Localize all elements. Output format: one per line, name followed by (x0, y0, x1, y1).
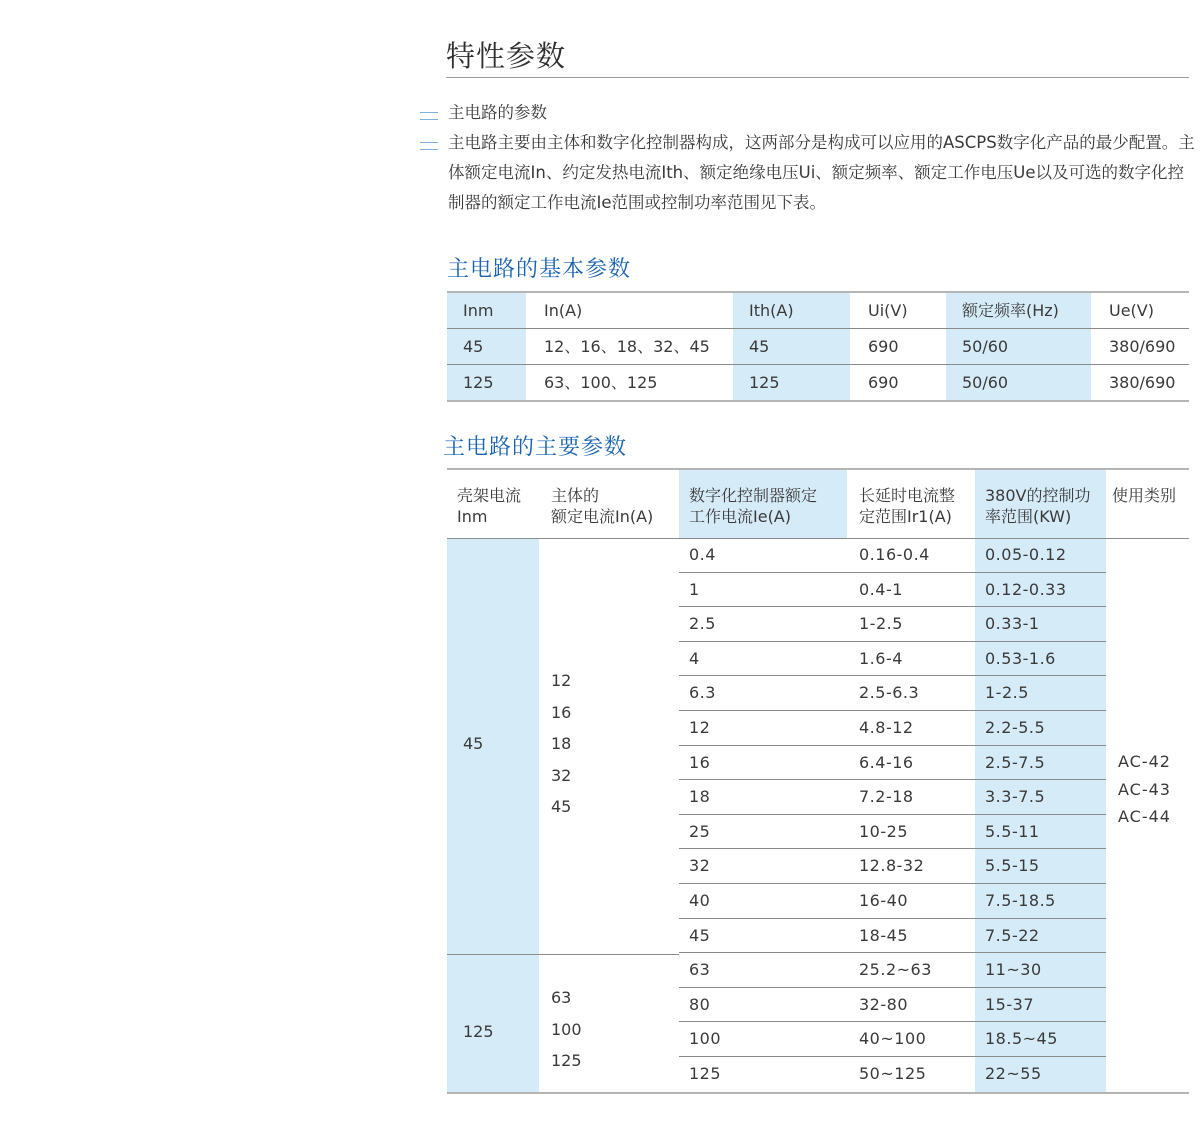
table-cell: 2.5-7.5 (985, 752, 1046, 772)
table-cell: 40 (689, 890, 711, 910)
paragraph-text: 主电路主要由主体和数字化控制器构成，这两部分是构成可以应用的ASCPS数字化产品的最少配置。主体额定电流In、约定发热电流Ith、额定绝缘电压Ui、额定频率、额定工作电压Ue以及可选的数字化控制器的额定工作电流Ie范围或控制功率范围见下表。 (448, 133, 1195, 212)
table-cell: 5.5-11 (985, 821, 1040, 841)
frame-value: 45 (463, 734, 484, 753)
table-cell: 45 (689, 925, 711, 945)
main-params-title: 主电路的主要参数 (443, 435, 628, 460)
list-item: 16 (551, 702, 572, 722)
header-delay-range: 长延时电流整 定范围Ir1(A) (859, 486, 956, 526)
list-item: 12 (551, 671, 572, 690)
table-cell: 0.33-1 (985, 614, 1040, 634)
table-cell: 6.4-16 (859, 752, 914, 772)
table-row (679, 538, 1106, 573)
table-cell: 2.5 (689, 614, 716, 634)
table-row (679, 642, 1106, 677)
header-cell: Ui(V) (868, 301, 908, 320)
table-cell: 63 (689, 960, 711, 980)
basic-params-table (447, 291, 1189, 402)
table-cell: 32 (689, 856, 711, 876)
header-cell: Ith(A) (733, 293, 850, 328)
table-cell: 1-2.5 (859, 614, 903, 634)
table-row (679, 607, 1106, 642)
table-cell: 1-2.5 (985, 683, 1029, 703)
table-cell: 16-40 (859, 890, 908, 910)
list-item: AC-43 (1118, 779, 1171, 799)
table-row (679, 884, 1106, 919)
table-cell: 7.2-18 (859, 787, 914, 807)
controller-rows (679, 538, 1106, 1092)
header-cell: 额定频率(Hz) (946, 293, 1091, 328)
table-cell: 40~100 (859, 1029, 927, 1049)
table-cell: 380/690 (1109, 337, 1176, 356)
table-cell: 380/690 (1109, 373, 1176, 392)
list-item: 100 (551, 1019, 582, 1039)
table-row (679, 988, 1106, 1023)
table-cell: 25 (689, 821, 711, 841)
rated-current-list (551, 982, 582, 1077)
table-cell: 1 (689, 579, 700, 599)
table-cell: 100 (689, 1029, 722, 1049)
table-cell: 1.6-4 (859, 648, 903, 668)
table-cell: 80 (689, 994, 711, 1014)
table-row (679, 1022, 1106, 1057)
table-cell: 4 (689, 648, 700, 668)
double-dash-icon (420, 142, 438, 150)
header-frame-current: 壳架电流 Inm (457, 486, 522, 526)
table-cell: 11~30 (985, 960, 1042, 980)
table-cell: 4.8-12 (859, 717, 914, 737)
table-cell: 5.5-15 (985, 856, 1040, 876)
paragraph-description (420, 128, 1195, 218)
header-category: 使用类别 (1112, 486, 1177, 505)
table-cell: 50/60 (946, 365, 1091, 400)
table-cell: 50~125 (859, 1063, 927, 1083)
table-cell: 32-80 (859, 994, 908, 1014)
list-item: AC-44 (1118, 807, 1171, 826)
basic-params-title: 主电路的基本参数 (447, 257, 632, 282)
header-power-range: 380V的控制功 率范围(KW) (985, 486, 1091, 526)
table-cell: 2.5-6.3 (859, 683, 920, 703)
header-rated-current: 主体的 额定电流In(A) (551, 486, 654, 526)
list-item: 63 (551, 988, 572, 1007)
table-cell: 12.8-32 (859, 856, 925, 876)
category-list (1118, 748, 1171, 831)
table-cell: 125 (733, 365, 850, 400)
paragraph-heading (420, 98, 1195, 128)
table-cell: 0.4 (689, 545, 716, 564)
table-row (679, 573, 1106, 608)
table-cell: 0.53-1.6 (985, 648, 1056, 668)
list-item: 45 (551, 797, 572, 816)
table-row (679, 1057, 1106, 1092)
table-cell: 12 (689, 717, 711, 737)
table-row (679, 815, 1106, 850)
table-cell: 50/60 (946, 329, 1091, 364)
table-cell: 2.2-5.5 (985, 717, 1046, 737)
table-cell: 0.05-0.12 (985, 545, 1067, 564)
main-params-table (447, 468, 1189, 1094)
list-item: 125 (551, 1051, 582, 1070)
table-cell: 7.5-22 (985, 925, 1040, 945)
title-divider (446, 77, 1189, 78)
table-cell: 125 (689, 1063, 722, 1083)
table-cell: 16 (689, 752, 711, 772)
table-row (679, 746, 1106, 781)
table-row (447, 328, 1189, 364)
table-header-row (447, 293, 1189, 328)
table-row (679, 919, 1106, 954)
table-cell: 22~55 (985, 1063, 1042, 1083)
table-cell: 0.4-1 (859, 579, 903, 599)
table-cell: 10-25 (859, 821, 908, 841)
table-cell: 45 (447, 329, 526, 364)
table-cell: 45 (733, 329, 850, 364)
frame-value: 125 (463, 1022, 494, 1041)
table-row (679, 676, 1106, 711)
header-cell: Inm (447, 293, 526, 328)
list-item: AC-42 (1118, 752, 1171, 771)
page-title: 特性参数 (446, 39, 567, 73)
table-cell: 15-37 (985, 994, 1034, 1014)
table-row (679, 711, 1106, 746)
table-cell: 6.3 (689, 683, 716, 703)
table-cell: 7.5-18.5 (985, 890, 1056, 910)
header-cell: Ue(V) (1109, 301, 1154, 320)
rated-current-list (551, 665, 571, 823)
table-cell: 690 (868, 373, 899, 392)
list-item: 32 (551, 765, 572, 785)
paragraph-text: 主电路的参数 (448, 103, 547, 122)
table-cell: 690 (868, 337, 899, 356)
table-cell: 18 (689, 787, 711, 807)
table-row (447, 364, 1189, 400)
table-cell: 0.16-0.4 (859, 545, 930, 564)
header-cell: In(A) (544, 301, 583, 320)
table-row (679, 780, 1106, 815)
list-item: 18 (551, 734, 572, 753)
table-cell: 125 (447, 365, 526, 400)
double-dash-icon (420, 112, 438, 120)
table-cell: 25.2~63 (859, 960, 932, 980)
table-row (679, 953, 1106, 988)
table-row (679, 849, 1106, 884)
table-cell: 0.12-0.33 (985, 579, 1067, 599)
table-cell: 63、100、125 (544, 373, 658, 392)
header-controller-current: 数字化控制器额定 工作电流Ie(A) (689, 486, 818, 526)
table-cell: 12、16、18、32、45 (544, 337, 710, 356)
table-cell: 18.5~45 (985, 1029, 1058, 1049)
table-cell: 18-45 (859, 925, 908, 945)
table-cell: 3.3-7.5 (985, 787, 1046, 807)
